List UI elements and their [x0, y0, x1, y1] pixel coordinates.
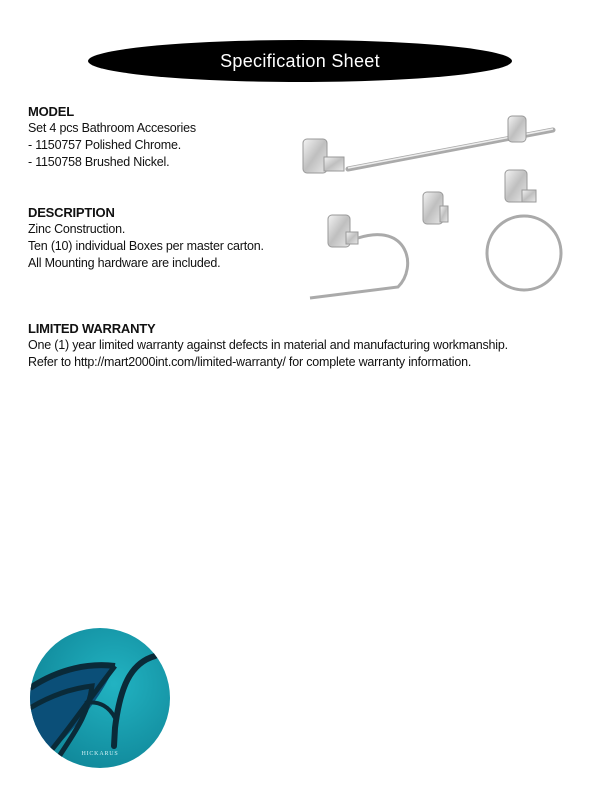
- page-title: Specification Sheet: [220, 50, 380, 71]
- description-line: Zinc Construction.: [28, 222, 126, 236]
- toilet-paper-holder: [310, 215, 408, 298]
- model-line: - 1150757 Polished Chrome.: [28, 138, 181, 152]
- model-heading: MODEL: [28, 104, 74, 119]
- warranty-heading: LIMITED WARRANTY: [28, 321, 156, 336]
- logo-text: HICKARUS: [81, 751, 119, 757]
- title-banner: [88, 40, 512, 82]
- description-section: [28, 204, 264, 272]
- towel-bar: [303, 116, 553, 173]
- description-line: Ten (10) individual Boxes per master carton.: [28, 239, 264, 253]
- warranty-section: [28, 320, 508, 371]
- model-line: - 1150758 Brushed Nickel.: [28, 155, 170, 169]
- warranty-line: Refer to http://mart2000int.com/limited-warranty/ for complete warranty information.: [28, 355, 472, 369]
- model-section: [28, 103, 196, 171]
- description-heading: DESCRIPTION: [28, 205, 115, 220]
- product-image: [298, 112, 563, 312]
- warranty-line: One (1) year limited warranty against defects in material and manufacturing workmanship.: [28, 338, 508, 352]
- robe-hook: [423, 192, 448, 224]
- description-line: All Mounting hardware are included.: [28, 256, 221, 270]
- hickarus-logo: [30, 628, 170, 768]
- model-line: Set 4 pcs Bathroom Accesories: [28, 121, 196, 135]
- towel-ring: [487, 170, 561, 290]
